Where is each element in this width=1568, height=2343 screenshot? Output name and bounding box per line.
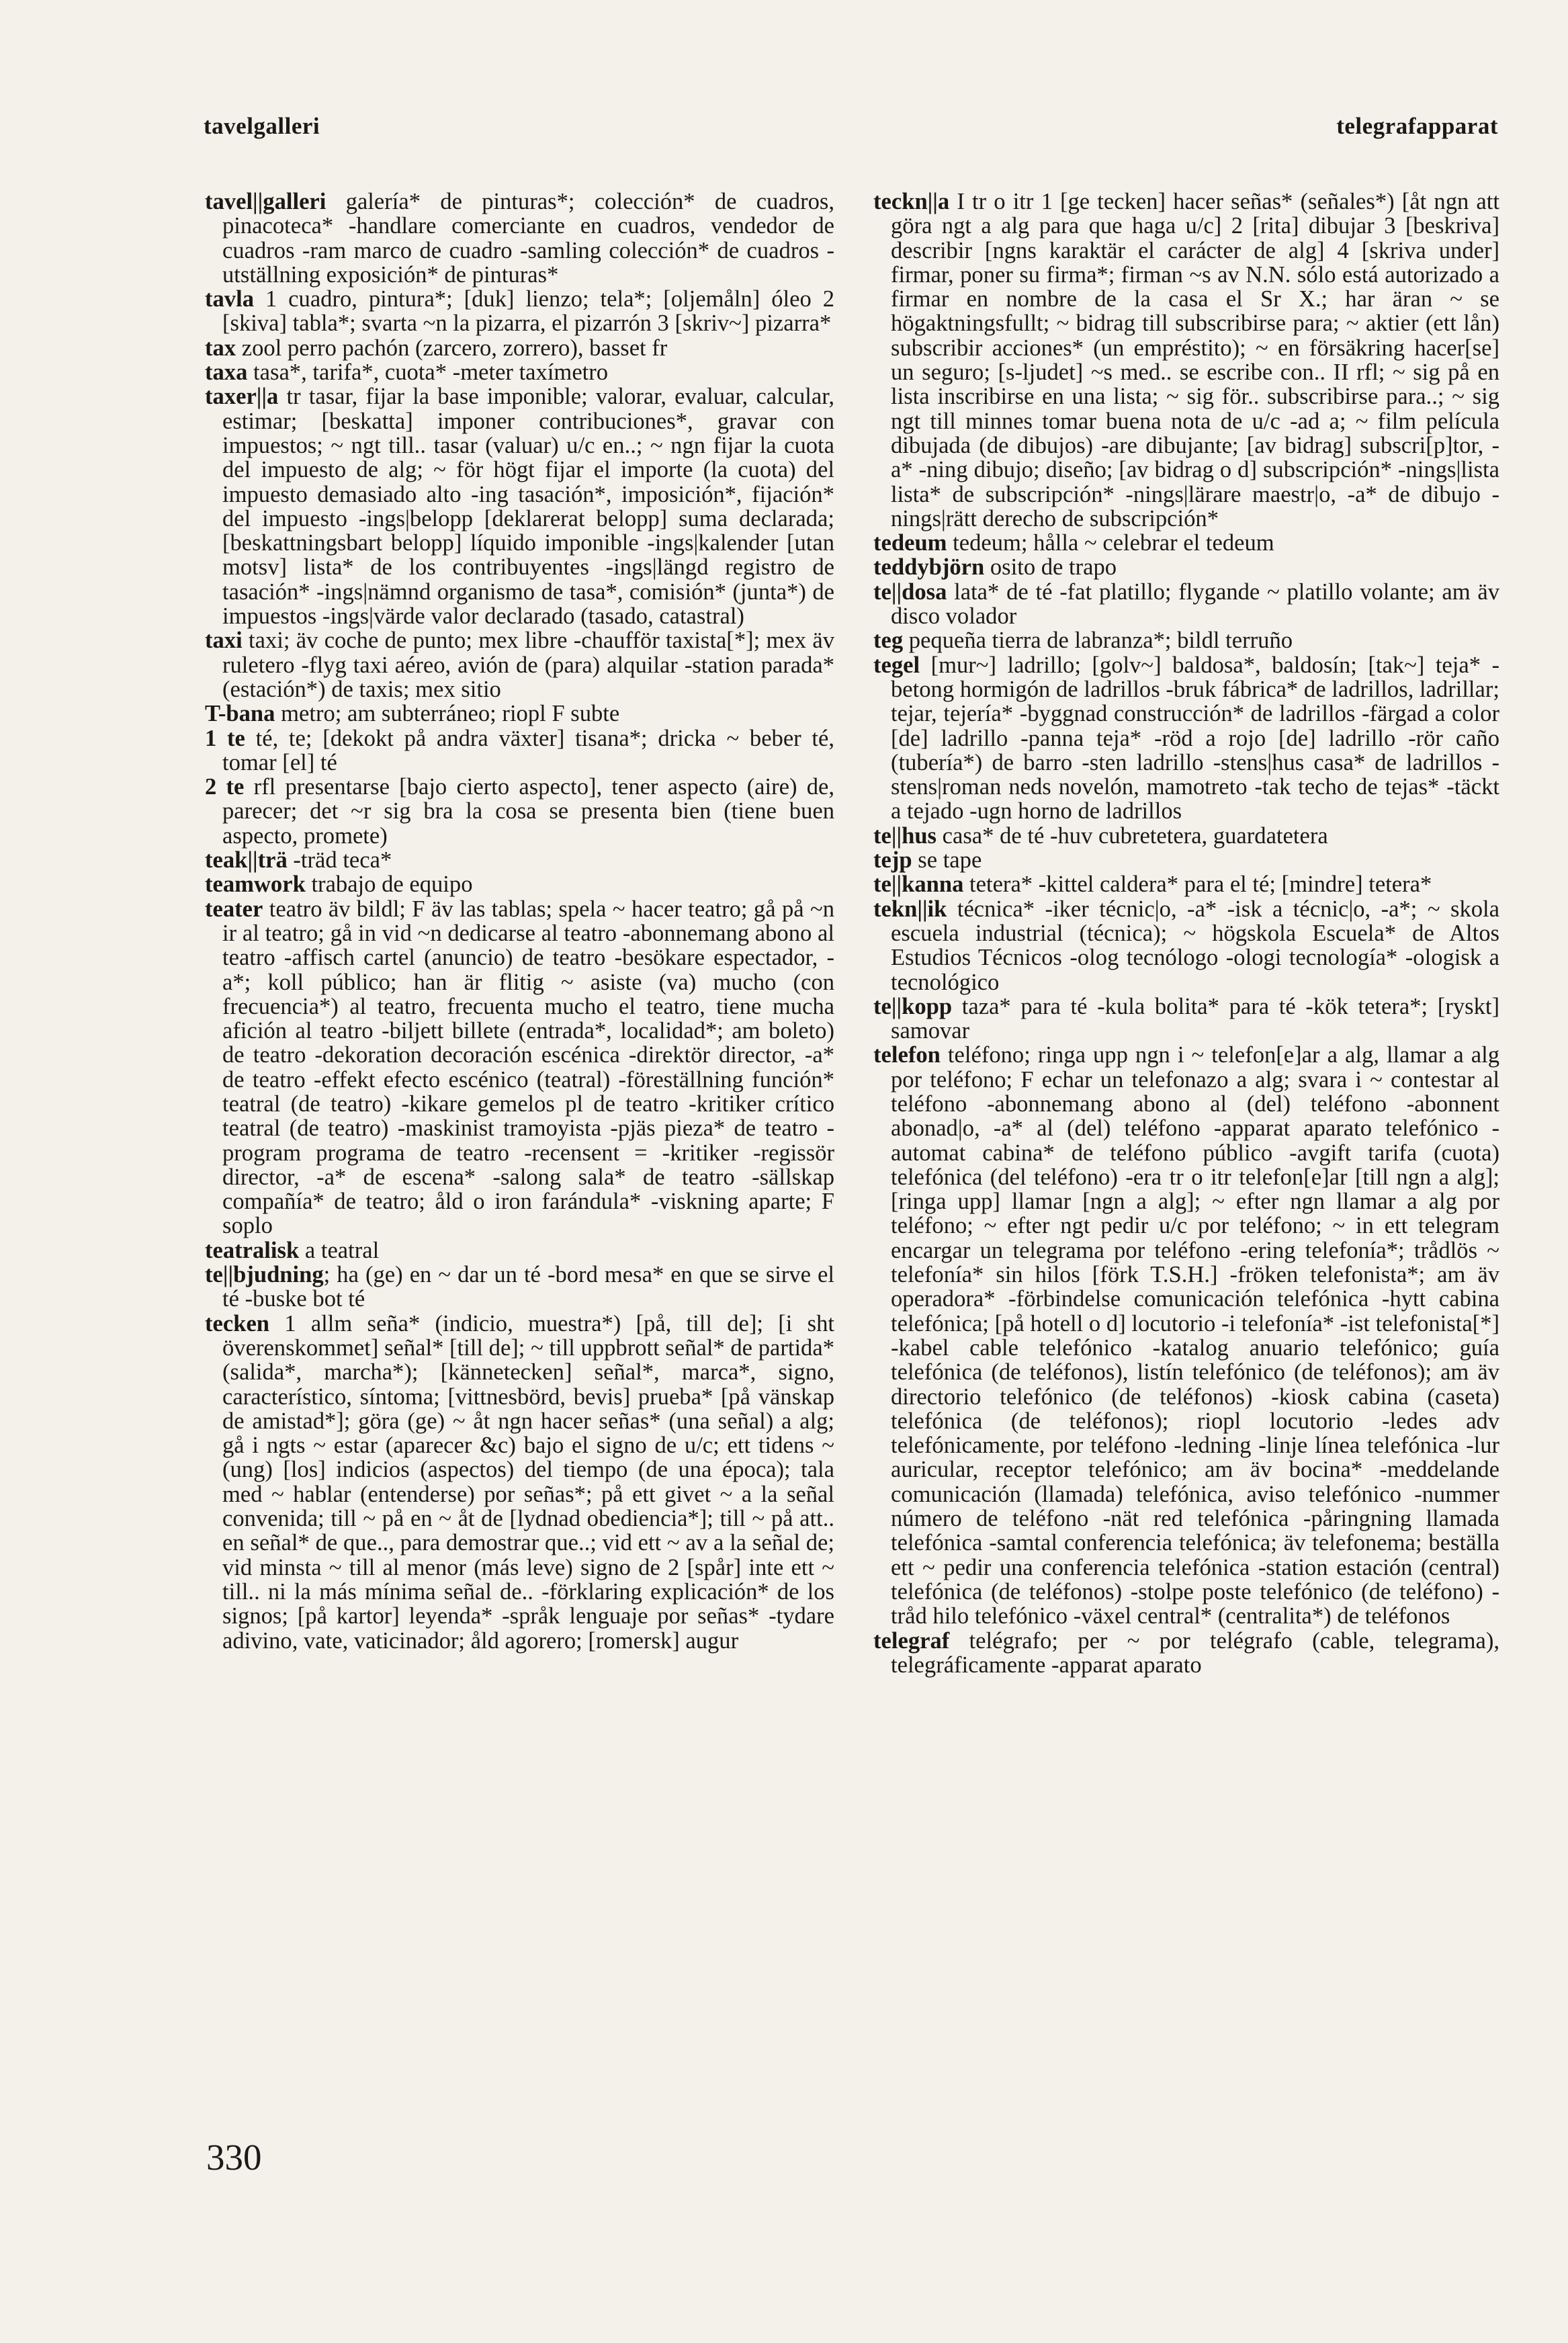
entry-definition: teléfono; ringa upp ngn i ~ telefon[e]ar a alg, llamar a alg por teléfono; F echar un telefonazo a alg; svara i ~ contestar al teléfono -abonnemang abono al (del) teléfono -abonnent abonad|o, -a* al (del) teléfono -apparat aparato telefónico -automat cabina* de teléfono público -avgift tarifa (cuota) telefónica (del teléfono) -era tr o itr telefon[e]ar [till ngn a alg]; [ringa upp] llamar [ngn a alg]; ~ efter ngn llamar a alg por teléfono; ~ efter ngt pedir u/c por teléfono; ~ in ett telegram encargar un telegrama por teléfono -ering telefonía*; trådlös ~ telefonía* sin hilos [förk T.S.H.] -fröken telefonista*; am äv operadora* -förbindelse comunicación telefónica -hytt cabina telefónica; [på hotell o d] locutorio -i telefonía* -ist telefonista[*] -kabel cable telefónico -katalog anuario telefónico; guía telefónica (de teléfonos), listín telefónico (de teléfonos); am äv directorio telefónico (de teléfonos) -kiosk cabina (caseta) telefónica (de teléfonos); riopl locutorio -ledes adv telefónicamente, por teléfono -ledning -linje línea telefónica -lur auricular, receptor telefónico; am äv bocina* -meddelande comunicación (llamada) telefónica, aviso telefónico -nummer número de teléfono -nät red telefónica -påringning llamada telefónica -samtal conferencia telefónica; äv telefonema; beställa ett ~ pedir una conferencia telefónica -station estación (central) telefónica (de teléfonos) -stolpe poste telefónico (de teléfono) -tråd hilo telefónico -växel central* (centralita*) de teléfonos	[891, 1042, 1499, 1629]
headword: te||bjudning	[205, 1262, 324, 1288]
headword: te||kanna	[873, 871, 964, 898]
running-head-left: tavelgalleri	[204, 113, 320, 139]
entry-definition: I tr o itr 1 [ge tecken] hacer señas* (señales*) [åt ngn att göra ngt a alg para que haga u/c] 2 [rita] dibujar 3 [beskriva] describir [ngns karaktär el carácter de alg] 4 [skriva under] firmar, poner su firma*; firman ~s av N.N. sólo está autorizado a firmar en nombre de la casa el Sr X.; har äran ~ se högaktningsfullt; ~ bidrag till subscribirse para; ~ aktier (ett lån) subscribir acciones* (un empréstito); ~ en försäkring hacer[se] un seguro; [s-ljudet] ~s med.. se escribe con.. II rfl; ~ sig på en lista inscribirse en una lista; ~ sig för.. subscribirse para..; ~ sig ngt till minnes tomar buena nota de u/c -ad a; ~ film película dibujada (de dibujos) -are dibujante; [av bidrag] subscri[p]tor, -a* -ning dibujo; diseño; [av bidrag o d] subscripción* -nings|lista lista* de subscripción* -nings|lärare maestr|o, -a* de dibujo -nings|rätt derecho de subscripción*	[891, 189, 1499, 531]
dictionary-entry	[873, 824, 1499, 848]
headword: tax	[205, 335, 236, 361]
entry-definition: ; ha (ge) en ~ dar un té -bord mesa* en que se sirve el té -buske bot té	[222, 1262, 834, 1312]
headword: taxa	[205, 359, 248, 386]
dictionary-entry	[205, 189, 834, 287]
dictionary-entry	[205, 287, 834, 336]
dictionary-entry	[205, 360, 834, 384]
entry-definition: metro; am subterráneo; riopl F subte	[275, 701, 620, 727]
entry-definition: tr tasar, fijar la base imponible; valorar, evaluar, calcular, estimar; [beskatta] imponer contribuciones*, gravar con impuestos; ~ ngt till.. tasar (valuar) u/c en..; ~ ngn fijar la cuota del impuesto de alg; ~ för högt fijar el importe (la cuota) del impuesto demasiado alto -ing tasación*, imposición*, fijación* del impuesto -ings|belopp [deklarerat belopp] suma declarada; [beskattningsbart belopp] líquido imponible -ings|kalender [utan motsv] lista* de los contribuyentes -ings|längd registro de tasación* -ings|nämnd organismo de tasa*, comisión* (junta*) de impuestos -ings|värde valor declarado (tasado, catastral)	[222, 384, 834, 630]
headword: teatralisk	[205, 1237, 300, 1263]
headword: teater	[205, 896, 263, 922]
headword: T-bana	[205, 701, 275, 727]
dictionary-entry	[873, 848, 1499, 872]
entry-definition: tetera* -kittel caldera* para el té; [mindre] tetera*	[963, 871, 1432, 898]
page-number: 330	[206, 2137, 262, 2178]
dictionary-entry	[205, 384, 834, 628]
headword: tavla	[205, 286, 254, 312]
dictionary-entry	[873, 653, 1499, 824]
dictionary-entry	[205, 726, 834, 775]
headword: 1 te	[205, 725, 245, 751]
dictionary-entry	[873, 872, 1499, 896]
dictionary-entry	[205, 1263, 834, 1312]
headword: tavel||galleri	[205, 189, 326, 214]
headword: tecken	[205, 1310, 270, 1336]
headword: telefon	[873, 1042, 941, 1068]
dictionary-entry	[205, 628, 834, 701]
headword: tejp	[873, 847, 912, 874]
headword: 2 te	[205, 774, 245, 800]
dictionary-entry	[873, 994, 1499, 1043]
headword: te||hus	[873, 822, 937, 849]
dictionary-entry	[205, 701, 834, 726]
dictionary-entry	[873, 189, 1499, 531]
dictionary-entry	[205, 1312, 834, 1653]
headword: te||kopp	[873, 993, 953, 1019]
dictionary-entry	[205, 897, 834, 1238]
headword: tedeum	[873, 530, 947, 556]
entry-definition: taza* para té -kula bolita* para té -kök tetera*; [ryskt] samovar	[891, 993, 1499, 1044]
headword: teddybjörn	[873, 554, 985, 581]
entry-definition: pequeña tierra de labranza*; bildl terruño	[903, 628, 1293, 654]
entry-definition: casa* de té -huv cubretetera, guardatetera	[937, 822, 1328, 849]
running-head-right: telegrafapparat	[1336, 113, 1498, 139]
right-column	[873, 189, 1499, 1677]
entry-definition: galería* de pinturas*; colección* de cuadros, pinacoteca* -handlare comerciante en cuadros, vendedor de cuadros -ram marco de cuadro -samling colección* de cuadros -utställning exposición* de pinturas*	[222, 189, 834, 288]
dictionary-entry	[873, 1043, 1499, 1628]
entry-definition: se tape	[912, 847, 982, 874]
dictionary-entry	[873, 897, 1499, 994]
entry-definition: té, te; [dekokt på andra växter] tisana*; dricka ~ beber té, tomar [el] té	[222, 725, 835, 775]
entry-definition: técnica* -iker técnic|o, -a* -isk a técnic|o, -a*; ~ skola escuela industrial (técnica); ~ högskola Escuela* de Altos Estudios Técnicos -olog tecnólogo -ologi tecnología* -ologisk a tecnológico	[891, 896, 1499, 995]
entry-definition: osito de trapo	[984, 554, 1117, 581]
headword: teamwork	[205, 871, 306, 898]
headword: te||dosa	[873, 579, 947, 605]
entry-definition: a teatral	[299, 1237, 380, 1263]
dictionary-entry	[205, 1238, 834, 1263]
headword: teak||trä	[205, 847, 288, 874]
dictionary-entry	[873, 580, 1499, 629]
entry-definition: taxi; äv coche de punto; mex libre -chaufför taxista[*]; mex äv ruletero -flyg taxi aéreo, avión de (para) alquilar -station parada* (estación*) de taxis; mex sitio	[222, 628, 834, 702]
headword: taxer||a	[205, 384, 279, 410]
entry-definition: trabajo de equipo	[305, 871, 473, 898]
dictionary-entry	[873, 1629, 1499, 1678]
entry-definition: teatro äv bildl; F äv las tablas; spela ~ hacer teatro; gå på ~n ir al teatro; gå in vid ~n dedicarse al teatro -abonnemang abono al teatro -affisch cartel (anuncio) de teatro -besökare espectador, -a*; koll público; han är flitig ~ asiste (va) mucho (con frecuencia*) al teatro, frecuenta mucho el teatro, tiene mucha afición al teatro -biljett billete (entrada*, localidad*; am boleto) de teatro -dekoration decoración escénica -direktör director, -a* de teatro -effekt efecto escénico (teatral) -föreställning función* teatral (de teatro) -kikare gemelos pl de teatro -kritiker crítico teatral (de teatro) -maskinist tramoyista -pjäs pieza* de teatro -program programa de teatro -recensent = -kritiker -regissör director, -a* de escena* -salong sala* de teatro -sällskap compañía* de teatro; åld o iron farándula* -viskning aparte; F soplo	[222, 896, 834, 1239]
dictionary-entry	[873, 628, 1499, 652]
headword: telegraf	[873, 1627, 950, 1654]
entry-definition: [mur~] ladrillo; [golv~] baldosa*, baldosín; [tak~] teja* -betong hormigón de ladrillos -bruk fábrica* de ladrillos, ladrillar; tejar, tejería* -byggnad construcción* de ladrillos -färgad a color [de] ladrillo -panna teja* -röd a rojo [de] ladrillo -rör caño (tubería*) de barro -sten ladrillo -stens|hus casa* de ladrillos -stens|roman neds novelón, mamotreto -tak techo de tejas* -täckt a tejado -ugn horno de ladrillos	[891, 652, 1499, 824]
entry-definition: 1 cuadro, pintura*; [duk] lienzo; tela*; [oljemåln] óleo 2 [skiva] tabla*; svarta ~n la pizarra, el pizarrón 3 [skriv~] pizarra*	[222, 286, 834, 337]
entry-definition: 1 allm seña* (indicio, muestra*) [på, till de]; [i sht överenskommet] señal* [till de]; ~ till uppbrott señal* de partida* (salida*, marcha*); [kännetecken] señal*, marca*, signo, característico, síntoma; [vittnesbörd, bevis] prueba* [på vänskap de amistad*]; göra (ge) ~ åt ngn hacer señas* (una señal) a alg; gå i ngts ~ estar (aparecer &c) bajo el signo de u/c; ett tidens ~ (ung) [los] indicios (aspectos) del tiempo (de una época); tala med ~ hablar (entenderse) por señas*; på ett givet ~ a la señal convenida; till ~ på en ~ åt de [lydnad obediencia*]; till ~ på att.. en señal* de que.., para demostrar que..; vid ett ~ av a la señal de; vid minsta ~ till al menor (más leve) signo de 2 [spår] inte ett ~ till.. ni la más mínima señal de.. -förklaring explicación* de los signos; [på kartor] leyenda* -språk lenguaje por señas* -tydare adivino, vate, vaticinador; åld agorero; [romersk] augur	[222, 1310, 834, 1654]
dictionary-entry	[873, 531, 1499, 555]
dictionary-entry	[205, 336, 834, 360]
entry-definition: telégrafo; per ~ por telégrafo (cable, telegrama), telegráficamente -apparat aparato	[891, 1627, 1499, 1678]
entry-definition: tasa*, tarifa*, cuota* -meter taxímetro	[247, 359, 609, 386]
entry-definition: zool perro pachón (zarcero, zorrero), basset fr	[236, 335, 668, 361]
headword: teckn||a	[873, 189, 950, 214]
headword: teg	[873, 628, 904, 654]
entry-definition: tedeum; hålla ~ celebrar el tedeum	[947, 530, 1274, 556]
entry-definition: -träd teca*	[287, 847, 392, 874]
dictionary-entry	[873, 555, 1499, 579]
entry-definition: rfl presentarse [bajo cierto aspecto], tener aspecto (aire) de, parecer; det ~r sig bra la cosa se presenta bien (tiene buen aspecto, promete)	[222, 774, 834, 849]
dictionary-entry	[205, 848, 834, 872]
dictionary-entry	[205, 872, 834, 896]
headword: taxi	[205, 628, 243, 654]
left-column	[205, 189, 834, 1653]
entry-definition: lata* de té -fat platillo; flygande ~ platillo volante; am äv disco volador	[891, 579, 1499, 630]
headword: tekn||ik	[873, 896, 947, 922]
headword: tegel	[873, 652, 920, 678]
dictionary-entry	[205, 775, 834, 848]
